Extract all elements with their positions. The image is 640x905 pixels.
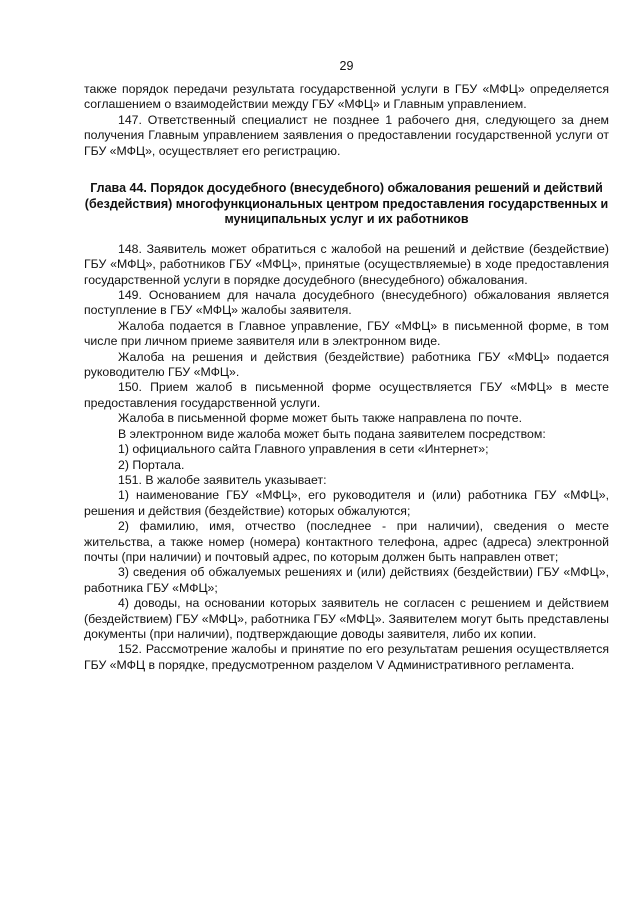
paragraph: 1) официального сайта Главного управления в сети «Интернет»; — [118, 442, 489, 457]
paragraph: 3) сведения об обжалуемых решениях и (или) действиях (бездействии) ГБУ «МФЦ», работника ГБУ «МФЦ»; — [84, 565, 609, 595]
paragraph: 4) доводы, на основании которых заявитель не согласен с решением и действием (бездействием) ГБУ «МФЦ», работника ГБУ «МФЦ». Заявителем могут быть представлены документы (при наличии), подтверждающие доводы заявителя, либо их копии. — [84, 596, 609, 641]
paragraph: 2) фамилию, имя, отчество (последнее - при наличии), сведения о месте жительства, а также номер (номера) контактного телефона, адрес (адреса) электронной почты (при наличии) и почтовый адрес, по которым должен быть направлен ответ; — [84, 519, 609, 564]
paragraph: 148. Заявитель может обратиться с жалобой на решений и действие (бездействие) ГБУ «МФЦ», работников ГБУ «МФЦ», принятые (осуществляемые) в ходе предоставления государственной услуги в порядке досудебного (внесудебного) обжалования. — [84, 241, 609, 287]
paragraph: 152. Рассмотрение жалобы и принятие по его результатам решения осуществляется ГБУ «МФЦ в порядке, предусмотренном разделом V Административного регламента. — [84, 642, 609, 672]
page-number: 29 — [339, 59, 354, 73]
paragraph: 149. Основанием для начала досудебного (внесудебного) обжалования является поступление в ГБУ «МФЦ» жалобы заявителя. — [84, 288, 609, 318]
chapter-title: Глава 44. Порядок досудебного (внесудебного) обжалования решений и действий (бездействия) многофункциональных центром предоставления государственных и муниципальных услуг и их работников — [84, 181, 609, 227]
text-block-top — [84, 82, 609, 159]
paragraph: также порядок передачи результата государственной услуги в ГБУ «МФЦ» определяется соглашением о взаимодействии между ГБУ «МФЦ» и Главным управлением. — [84, 82, 609, 112]
paragraph: Жалоба в письменной форме может быть также направлена по почте. — [118, 411, 523, 426]
paragraph: 1) наименование ГБУ «МФЦ», его руководителя и (или) работника ГБУ «МФЦ», решения и действия (бездействие) которых обжалуются; — [84, 488, 609, 518]
paragraph: 150. Прием жалоб в письменной форме осуществляется ГБУ «МФЦ» в месте предоставления государственной услуги. — [84, 380, 609, 410]
paragraph: 2) Портала. — [118, 457, 185, 472]
paragraph: 151. В жалобе заявитель указывает: — [118, 472, 327, 487]
paragraph: Жалоба подается в Главное управление, ГБУ «МФЦ» в письменной форме, в том числе при личном приеме заявителя или в электронном виде. — [84, 318, 609, 349]
paragraph: Жалоба на решения и действия (бездействие) работника ГБУ «МФЦ» подается руководителю ГБУ «МФЦ». — [84, 349, 609, 380]
paragraph: В электронном виде жалоба может быть подана заявителем посредством: — [118, 426, 546, 441]
paragraph: 147. Ответственный специалист не позднее 1 рабочего дня, следующего за днем получения Главным управлением заявления о предоставлении государственной услуги от ГБУ «МФЦ», осуществляет его регистрацию. — [84, 112, 609, 158]
text-block-main — [84, 242, 609, 673]
